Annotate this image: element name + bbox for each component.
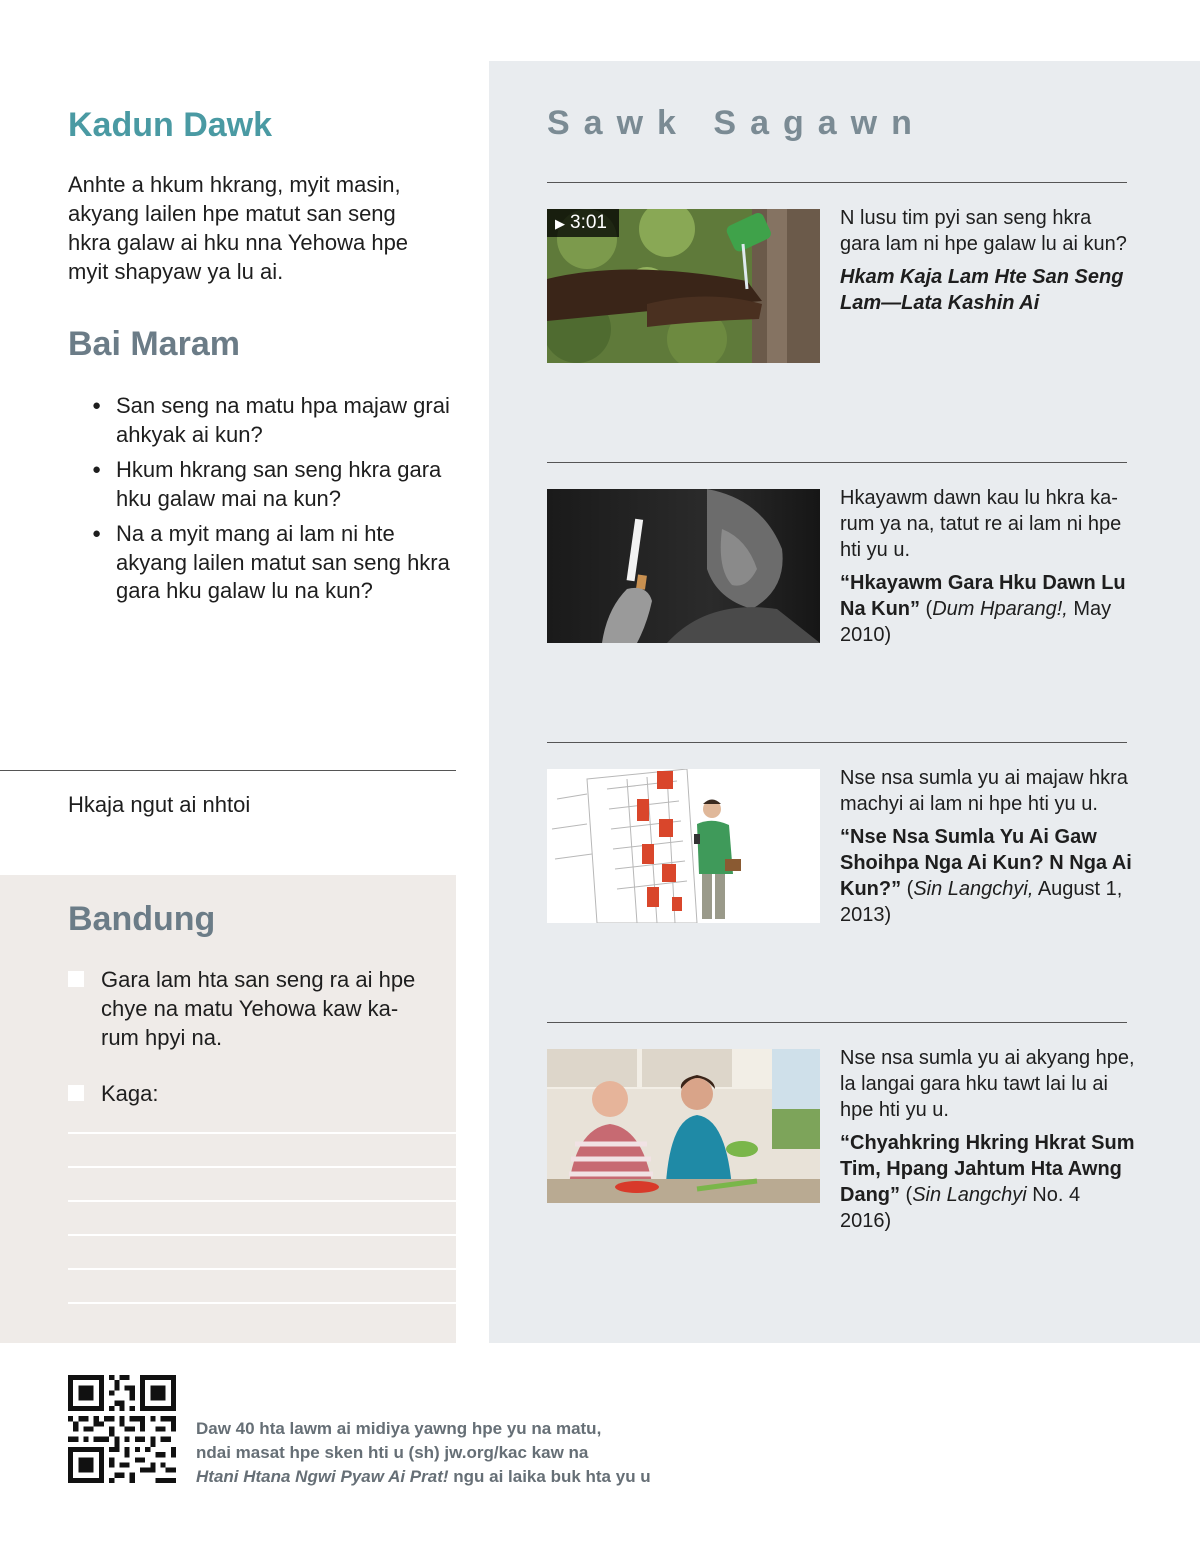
study-item-title: Hkam Kaja Lam Hte San Seng Lam—Lata Kashin Ai [840,266,1124,314]
footer-line-rest: ngu ai laika buk hta yu u [448,1467,651,1486]
write-line[interactable] [68,1234,456,1236]
kadun-dawk-title: Kadun Dawk [68,106,273,144]
study-item-title: “Chyahkring Hkring Hkrat Sum Tim, Hpang Jahtum Hta Awng Dang” [840,1132,1135,1206]
video-duration-badge [547,209,619,237]
study-item-publication: Sin Langchyi, [913,878,1034,900]
write-line[interactable] [68,1200,456,1202]
book-title: Htani Htana Ngwi Pyaw Ai Prat! [196,1467,449,1486]
checkbox[interactable] [68,1085,84,1101]
goal-text: Gara lam hta san seng ra ai hpe chye na matu Yehowa kaw ka-rum hpyi na. [101,967,416,1050]
write-line[interactable] [68,1268,456,1270]
study-item-date: August 1, 2013) [840,878,1123,926]
divider [547,1022,1127,1023]
study-item-description: Nse nsa sumla yu ai majaw hkra machyi ai lam ni hpe hti yu u. [840,767,1128,815]
write-line[interactable] [68,1166,456,1168]
study-item-date: No. 4 2016) [840,1184,1081,1232]
goal-text: Kaga: [101,1081,159,1106]
study-item-date: May 2010) [840,598,1112,646]
thumbnail-cigarette[interactable] [547,489,820,643]
thumbnail-couple-cooking[interactable] [547,1049,820,1203]
footer-line [196,1465,756,1489]
bandung-title: Bandung [68,900,216,938]
footer-note [196,1417,756,1489]
checkbox[interactable] [68,971,84,987]
footer-line: ndai masat hpe sken hti u (sh) jw.org/kac kaw na [196,1443,589,1462]
divider [0,770,456,771]
review-question: ● Na a myit mang ai lam ni hte akyang lailen matut san seng hkra gara hku galaw lu na kun? [92,520,456,606]
study-item-publication: Sin Langchyi [912,1184,1027,1206]
play-icon: ▶ [555,216,565,231]
study-item-reference[interactable] [840,570,1135,648]
divider [547,742,1127,743]
review-question: ● San seng na matu hpa majaw grai ahkyak ai kun? [92,392,456,449]
study-item-reference[interactable] [840,824,1135,928]
completion-date-label: Hkaja ngut ai nhtoi [68,792,251,817]
write-line[interactable] [68,1302,456,1304]
video-thumbnail-handwashing[interactable] [547,209,820,363]
study-item-title: “Nse Nsa Sumla Yu Ai Gaw Shoihpa Nga Ai Kun? N Nga Ai Kun?” [840,826,1132,900]
review-question: ● Hkum hkrang san seng hkra gara hku galaw mai na kun? [92,456,456,513]
study-item-description: N lusu tim pyi san seng hkra gara lam ni hpe galaw lu ai kun? [840,207,1127,255]
bandung-box [0,875,456,1343]
study-item [840,485,1135,648]
footer-line: Daw 40 hta lawm ai midiya yawng hpe yu na matu, [196,1419,602,1438]
video-duration: 3:01 [570,212,607,233]
ref-paren: ( [900,1184,913,1206]
divider [547,462,1127,463]
study-item-description: Nse nsa sumla yu ai akyang hpe, la langai gara hku tawt lai lu ai hpe hti yu u. [840,1047,1135,1121]
kadun-dawk-text: Anhte a hkum hkrang, myit masin, akyang lailen hpe matut san seng hkra galaw ai hku nna Yehowa hpe myit shapyaw ya lu ai. [68,172,409,284]
study-item [840,205,1135,316]
study-item-reference[interactable] [840,1130,1135,1234]
study-item-publication: Dum Hparang!, [932,598,1068,620]
study-item-reference[interactable] [840,264,1135,316]
qr-code-icon[interactable] [68,1375,176,1483]
sawk-sagawn-title: Sawk Sagawn [547,104,926,142]
ref-paren: ( [920,598,933,620]
thumbnail-man-with-phone[interactable] [547,769,820,923]
study-item-description: Hkayawm dawn kau lu hkra ka-rum ya na, tatut re ai lam ni hpe hti yu u. [840,487,1122,561]
write-line[interactable] [68,1132,456,1134]
study-item-title: “Hkayawm Gara Hku Dawn Lu Na Kun” [840,572,1126,620]
divider [547,182,1127,183]
bai-maram-title: Bai Maram [68,325,240,363]
review-questions [92,392,456,613]
study-item [840,1045,1135,1234]
ref-paren: ( [901,878,914,900]
study-item [840,765,1135,928]
